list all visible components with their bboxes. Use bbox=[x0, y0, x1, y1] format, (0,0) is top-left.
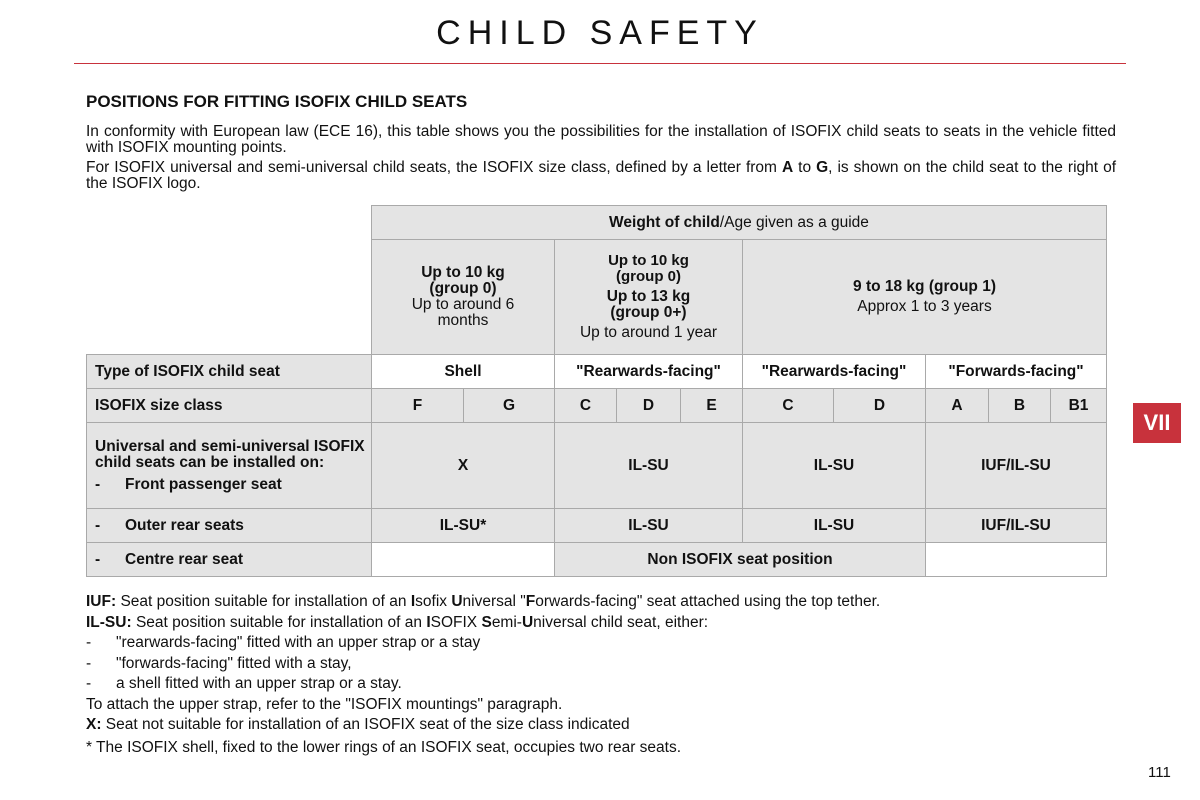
group-0-age: Up to around 6 months bbox=[411, 296, 515, 329]
bullet-dash: - bbox=[86, 675, 92, 692]
intro-paragraph-1: In conformity with European law (ECE 16), this table shows you the possibilities for the installation of ISOFIX child seats to seats in the vehicle fitted with ISOFIX mounting points. bbox=[86, 123, 1116, 156]
size-class-cell: D bbox=[617, 389, 681, 423]
note-list-item bbox=[86, 654, 1126, 675]
type-forwards: "Forwards-facing" bbox=[926, 355, 1107, 389]
table-corner bbox=[87, 240, 372, 355]
note-text: niversal " bbox=[462, 593, 526, 610]
intro-text-run: For ISOFIX universal and semi-universal child seats, the ISOFIX size class, defined by a letter from bbox=[86, 159, 782, 176]
group-1-header bbox=[743, 240, 1107, 355]
note-text: SOFIX bbox=[430, 613, 482, 631]
universal-label: Universal and semi-universal ISOFIX child seats can be installed on: bbox=[95, 437, 365, 471]
note-item-text: a shell fitted with an upper strap or a stay. bbox=[116, 675, 402, 692]
size-class-cell: F bbox=[372, 389, 464, 423]
group-0-weight: Up to 10 kg bbox=[421, 264, 505, 281]
group-0plus-age: Up to around 1 year bbox=[579, 324, 717, 341]
type-shell: Shell bbox=[372, 355, 555, 389]
front-rearwards-1-value: IL-SU bbox=[555, 423, 743, 509]
bullet-dash: - bbox=[86, 634, 92, 651]
type-row-label: Type of ISOFIX child seat bbox=[87, 355, 372, 389]
size-class-cell: C bbox=[743, 389, 834, 423]
outer-rear-row-label bbox=[87, 509, 372, 543]
note-item-text: "forwards-facing" fitted with a stay, bbox=[116, 654, 352, 672]
weight-header-rest: /Age given as a guide bbox=[719, 213, 869, 231]
outer-rearwards-2-value: IL-SU bbox=[743, 509, 926, 543]
size-class-cell: E bbox=[681, 389, 743, 423]
table-corner bbox=[87, 206, 372, 240]
isofix-table bbox=[86, 205, 1107, 577]
front-forwards-value: IUF/IL-SU bbox=[926, 423, 1107, 509]
note-list-item bbox=[86, 633, 1126, 654]
group-0-label: (group 0) bbox=[429, 280, 497, 297]
size-class-cell: B1 bbox=[1051, 389, 1107, 423]
centre-non-isofix: Non ISOFIX seat position bbox=[555, 543, 926, 577]
centre-rear-label: Centre rear seat bbox=[125, 550, 244, 568]
centre-rear-row-label bbox=[87, 543, 372, 577]
size-letter-g: G bbox=[816, 159, 829, 176]
note-text: Seat position suitable for installation of an bbox=[116, 593, 411, 610]
outer-forwards-value: IUF/IL-SU bbox=[926, 509, 1107, 543]
note-key: IL-SU: bbox=[86, 613, 132, 631]
weight-header-bold: Weight of child bbox=[609, 213, 720, 231]
size-class-cell: A bbox=[926, 389, 989, 423]
size-class-cell: G bbox=[464, 389, 555, 423]
outer-shell-value: IL-SU* bbox=[372, 509, 555, 543]
front-shell-value: X bbox=[372, 423, 555, 509]
note-text: sofix bbox=[415, 593, 452, 610]
outer-rearwards-1-value: IL-SU bbox=[555, 509, 743, 543]
note-text: orwards-facing" seat attached using the top tether. bbox=[535, 593, 881, 610]
size-class-cell: C bbox=[555, 389, 617, 423]
legend-notes bbox=[86, 592, 1126, 758]
note-text: niversal child seat, either: bbox=[533, 613, 709, 631]
bullet-dash: - bbox=[95, 475, 101, 493]
group-0-header bbox=[372, 240, 555, 355]
note-item-text: "rearwards-facing" fitted with an upper strap or a stay bbox=[116, 634, 481, 651]
size-class-cell: B bbox=[989, 389, 1051, 423]
note-key: IUF: bbox=[86, 593, 117, 610]
centre-shell-empty bbox=[372, 543, 555, 577]
intro-text-run: , is shown on the child seat to the right of the ISOFIX logo. bbox=[86, 159, 1116, 192]
group-1-weight: 9 to 18 kg (group 1) bbox=[853, 278, 996, 295]
footnote: * The ISOFIX shell, fixed to the lower rings of an ISOFIX seat, occupies two rear seats. bbox=[86, 738, 682, 756]
chapter-tab[interactable]: VII bbox=[1133, 403, 1181, 443]
bullet-dash: - bbox=[86, 654, 92, 672]
size-row-label: ISOFIX size class bbox=[87, 389, 372, 423]
front-rearwards-2-value: IL-SU bbox=[743, 423, 926, 509]
note-text: Seat position suitable for installation of an bbox=[131, 613, 427, 631]
page-number: 111 bbox=[1148, 764, 1171, 781]
group-0plus-weight-b: Up to 13 kg bbox=[606, 288, 691, 305]
section-heading: POSITIONS FOR FITTING ISOFIX CHILD SEATS bbox=[86, 92, 468, 111]
title-divider bbox=[74, 63, 1126, 64]
group-0plus-weight-a: Up to 10 kg bbox=[608, 252, 689, 269]
note-list-item bbox=[86, 674, 1126, 695]
bullet-dash: - bbox=[95, 550, 101, 568]
size-letter-a: A bbox=[781, 159, 794, 176]
group-0plus-label-b: (group 0+) bbox=[610, 304, 687, 321]
centre-forwards-empty bbox=[926, 543, 1107, 577]
note-iuf bbox=[86, 592, 1126, 613]
note-x bbox=[86, 715, 1126, 736]
note-text: emi- bbox=[491, 613, 522, 631]
type-rearwards-2: "Rearwards-facing" bbox=[743, 355, 926, 389]
note-initial: F bbox=[525, 593, 536, 610]
note-initial: I bbox=[410, 593, 416, 610]
group-0plus-label-a: (group 0) bbox=[616, 268, 681, 285]
weight-header bbox=[372, 206, 1107, 240]
note-initial: U bbox=[451, 593, 463, 610]
note-text: Seat not suitable for installation of an ISOFIX seat of the size class indicated bbox=[101, 716, 630, 733]
bullet-dash: - bbox=[95, 516, 101, 534]
front-passenger-row-label bbox=[87, 423, 372, 509]
page-title: CHILD SAFETY bbox=[436, 14, 764, 52]
note-key: X: bbox=[86, 716, 102, 733]
note-upper-strap: To attach the upper strap, refer to the "ISOFIX mountings" paragraph. bbox=[86, 695, 563, 713]
type-rearwards-1: "Rearwards-facing" bbox=[555, 355, 743, 389]
group-1-age: Approx 1 to 3 years bbox=[857, 298, 992, 315]
note-initial: S bbox=[481, 613, 492, 631]
note-initial: I bbox=[426, 613, 431, 631]
intro-text bbox=[86, 124, 1116, 196]
group-0plus-header bbox=[555, 240, 743, 355]
size-class-cell: D bbox=[834, 389, 926, 423]
intro-text-run: to bbox=[793, 159, 817, 176]
intro-paragraph-2 bbox=[86, 160, 1116, 192]
front-passenger-label: Front passenger seat bbox=[125, 475, 282, 493]
outer-rear-label: Outer rear seats bbox=[125, 516, 244, 534]
note-ilsu bbox=[86, 613, 1126, 634]
note-initial: U bbox=[521, 613, 534, 631]
